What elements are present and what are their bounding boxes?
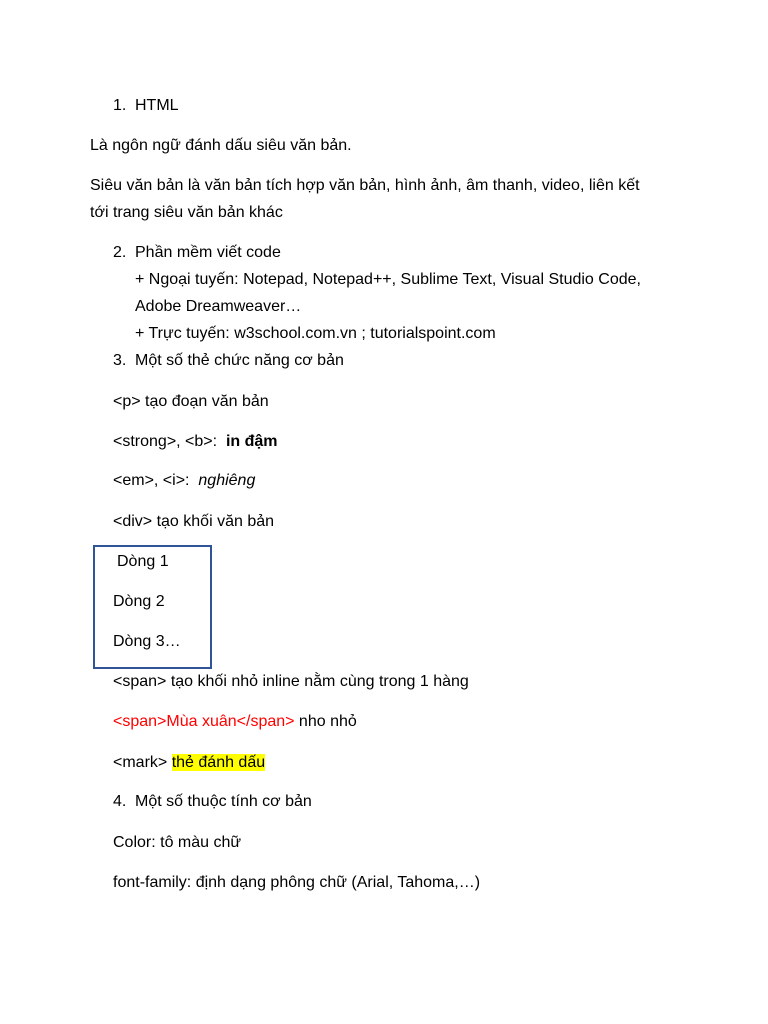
box-line-2: Dòng 2 [113, 593, 165, 610]
section-4-number: 4. [113, 793, 127, 810]
tag-strong-description [113, 432, 278, 452]
software-online: + Trực tuyến: w3school.com.vn ; tutorialspoint.com [135, 325, 496, 342]
tag-mark-prefix: <mark> [113, 754, 168, 771]
section-2-heading [113, 243, 281, 263]
attr-font-family-description: font-family: định dạng phông chữ (Arial, Tahoma,…) [113, 874, 481, 891]
section-1-heading [113, 96, 179, 116]
tag-p-description: <p> tạo đoạn văn bản [113, 393, 269, 410]
html-definition: Là ngôn ngữ đánh dấu siêu văn bản. [90, 137, 352, 154]
span-example-red-text: <span>Mùa xuân</span> [113, 713, 295, 730]
mark-highlighted-text: thẻ đánh dấu [171, 754, 266, 771]
tag-mark-description [113, 753, 265, 773]
section-2-title: Phần mềm viết code [135, 244, 281, 261]
tag-em-example: nghiêng [198, 472, 256, 489]
section-4-title: Một số thuộc tính cơ bản [135, 793, 312, 810]
section-1-number: 1. [113, 97, 127, 114]
box-line-1: Dòng 1 [117, 553, 169, 570]
section-3-title: Một số thẻ chức năng cơ bản [135, 352, 344, 369]
section-1-title: HTML [135, 97, 179, 114]
section-4-heading [113, 792, 312, 812]
tag-em-description [113, 471, 255, 491]
tag-strong-prefix: <strong>, <b>: [113, 433, 218, 450]
section-2-number: 2. [113, 244, 127, 261]
tag-div-description: <div> tạo khối văn bản [113, 513, 275, 530]
hypertext-line-1: Siêu văn bản là văn bản tích hợp văn bản, hình ảnh, âm thanh, video, liên kết [90, 177, 640, 194]
section-3-number: 3. [113, 352, 127, 369]
span-example-rest: nho nhỏ [294, 713, 357, 730]
tag-strong-example: in đậm [225, 433, 278, 450]
section-3-heading [113, 351, 344, 371]
tag-span-example [113, 712, 357, 732]
box-line-3: Dòng 3… [113, 633, 181, 650]
software-offline-line-1: + Ngoại tuyến: Notepad, Notepad++, Sublime Text, Visual Studio Code, [135, 271, 641, 288]
hypertext-line-2: tới trang siêu văn bản khác [90, 204, 283, 221]
tag-em-prefix: <em>, <i>: [113, 472, 190, 489]
tag-span-description: <span> tạo khối nhỏ inline nằm cùng trong 1 hàng [113, 673, 469, 690]
attr-color-description: Color: tô màu chữ [113, 834, 242, 851]
software-offline-line-2: Adobe Dreamweaver… [135, 298, 302, 315]
